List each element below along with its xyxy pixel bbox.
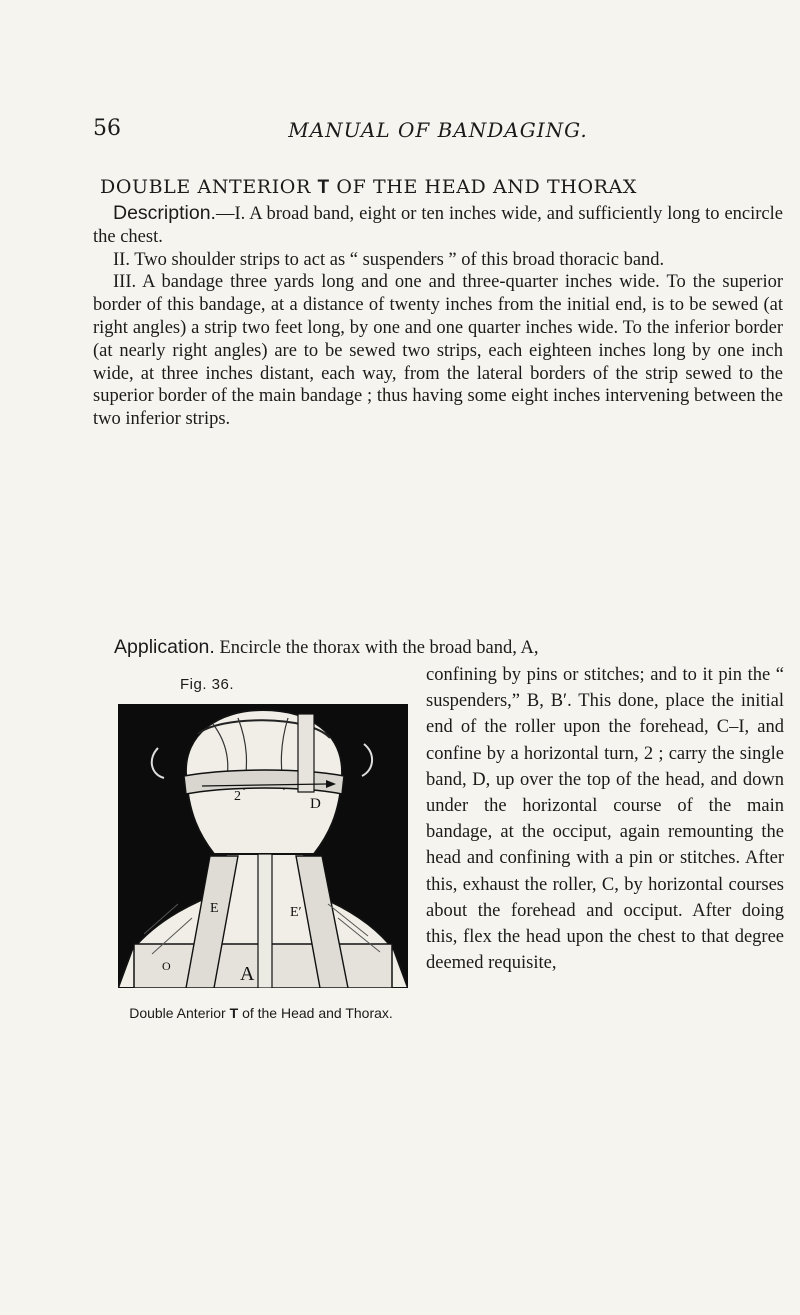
figure-letter-a: A bbox=[240, 963, 255, 985]
running-title: MANUAL OF BANDAGING. bbox=[288, 118, 588, 142]
figure-letter-o: O bbox=[162, 959, 171, 973]
figure-letter-e-prime: E′ bbox=[290, 905, 302, 920]
figure-letter-e: E bbox=[210, 901, 219, 916]
caption-start: Double Anterior bbox=[129, 1005, 226, 1021]
description-paragraph-2: II. Two shoulder strips to act as “ suspenders ” of this broad thoracic band. bbox=[113, 249, 665, 270]
figure-label: Fig. 36. bbox=[180, 676, 235, 693]
application-first-text: Encircle the thorax with the broad band, A, bbox=[219, 638, 539, 658]
application-lead: Application. bbox=[114, 636, 215, 658]
application-continuation bbox=[426, 662, 784, 976]
caption-end: of the Head and Thorax. bbox=[242, 1005, 393, 1021]
figure-letter-d: D bbox=[310, 796, 321, 812]
running-head bbox=[93, 110, 783, 150]
section-title-tee: T bbox=[317, 177, 330, 198]
vertical-head-strip bbox=[298, 714, 314, 792]
description-text-1: —I. A broad band, eight or ten inches wide, and sufficiently long to encircle the chest. bbox=[93, 204, 783, 247]
figure-caption bbox=[108, 1005, 414, 1022]
application-continuation-text: confining by pins or stitches; and to it pin the “ suspenders,” B, B′. This done, place the initial end of the roller upon the forehead, C–I, and confine by a horizontal turn, 2 ; carry the single band, D, up over the top of the head, and down under the horizontal course of the main bandage, at the occiput, again remounting the head and confining with a pin or stitches. After this, exhaust the roller, C, by horizontal courses about the forehead and occiput. After doing this, flex the head upon the chest to that degree deemed requisite, bbox=[426, 665, 784, 974]
figure-letter-2: 2 bbox=[234, 789, 241, 804]
description-paragraph-3: III. A bandage three yards long and one and three-quarter inches wide. To the superior border of this bandage, at a distance of twenty inches from the initial end, is to be sewed (at right angles) a strip two feet long, by one and one quarter inches wide. To the inferior border (at nearly right angles) are to be sewed two strips, each eighteen inches long by one inch wide, at three inches distant, each way, from the lateral borders of the strip sewed to the superior border of the main bandage ; thus having some eight inches intervening between the two inferior strips. bbox=[93, 272, 783, 430]
figure-illustration bbox=[118, 704, 408, 988]
bandage-figure-svg bbox=[118, 704, 408, 988]
section-title bbox=[100, 176, 637, 199]
central-strip bbox=[258, 854, 272, 988]
description-block bbox=[93, 202, 783, 431]
section-title-end: OF THE HEAD AND THORAX bbox=[336, 176, 637, 198]
section-title-start: DOUBLE ANTERIOR bbox=[100, 176, 311, 198]
page-number: 56 bbox=[93, 116, 121, 141]
caption-tee: T bbox=[229, 1005, 239, 1021]
description-lead: Description. bbox=[113, 202, 216, 224]
application-first-line bbox=[114, 636, 784, 660]
description-paragraph-1 bbox=[93, 202, 783, 249]
